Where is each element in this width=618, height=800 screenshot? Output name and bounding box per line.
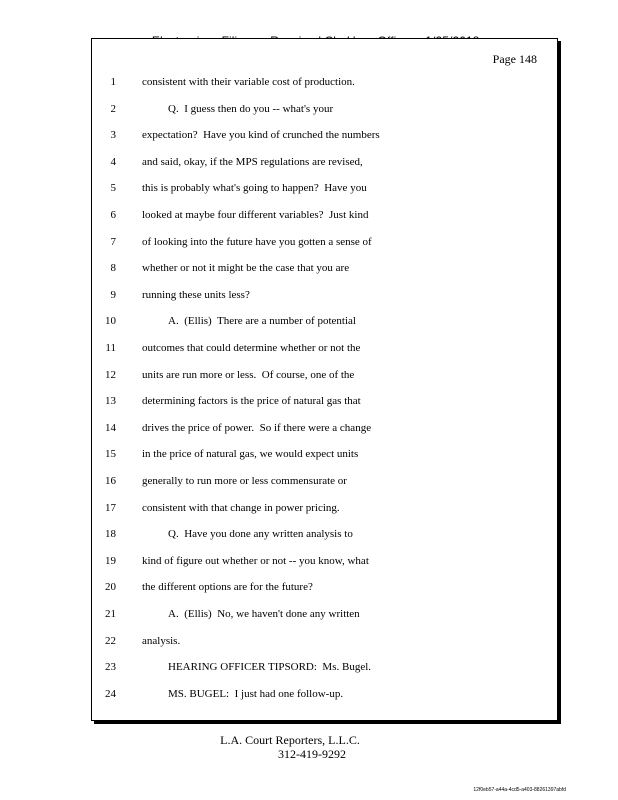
transcript-line (92, 419, 557, 437)
line-number: 3 (110, 129, 116, 142)
line-number: 12 (105, 368, 116, 381)
line-text: running these units less? (142, 288, 250, 301)
line-text: of looking into the future have you gotten a sense of (142, 235, 372, 248)
line-text: consistent with their variable cost of production. (142, 76, 355, 88)
line-number: 23 (105, 661, 116, 674)
transcript-line (92, 578, 557, 596)
transcript-line (92, 286, 557, 304)
transcript-line (92, 100, 557, 118)
line-text: looked at maybe four different variables? Just kind (142, 209, 369, 221)
line-text: Q. I guess then do you -- what's your (168, 102, 334, 115)
line-number: 15 (105, 448, 116, 461)
line-number: 2 (110, 102, 116, 115)
line-text: drives the price of power. So if there were a change (142, 421, 372, 434)
transcript-line (92, 153, 557, 171)
transcript-line (92, 73, 557, 91)
transcript-line (92, 366, 557, 384)
line-text: HEARING OFFICER TIPSORD: Ms. Bugel. (168, 661, 372, 674)
line-number: 16 (105, 475, 116, 487)
line-text: the different options are for the future? (142, 581, 313, 594)
line-text: whether or not it might be the case that you are (142, 262, 350, 275)
line-number: 22 (105, 634, 116, 647)
transcript-line (92, 233, 557, 251)
transcript-line (92, 339, 557, 357)
line-number: 19 (105, 554, 116, 567)
page-number: Page 148 (492, 52, 537, 66)
line-text: this is probably what's going to happen? Have you (142, 182, 367, 195)
transcript-line (92, 445, 557, 463)
line-number: 6 (110, 209, 116, 221)
transcript-line (92, 552, 557, 570)
line-number: 13 (105, 395, 116, 408)
line-number: 20 (105, 581, 116, 594)
transcript-line (92, 685, 557, 703)
line-number: 14 (105, 421, 116, 434)
line-text: MS. BUGEL: I just had one follow-up. (168, 687, 344, 700)
transcript-line (92, 658, 557, 676)
line-text: A. (Ellis) There are a number of potential (168, 315, 356, 328)
line-number: 10 (105, 315, 116, 328)
transcript-line (92, 499, 557, 517)
line-text: consistent with that change in power pricing. (142, 501, 340, 514)
transcript-line (92, 259, 557, 277)
line-text: in the price of natural gas, we would expect units (142, 448, 359, 461)
transcript-line (92, 126, 557, 144)
line-text: generally to run more or less commensurate or (142, 475, 347, 487)
line-number: 1 (110, 76, 116, 88)
reporter-company: L.A. Court Reporters, L.L.C. (220, 733, 360, 747)
line-text: Q. Have you done any written analysis to (168, 528, 353, 541)
line-number: 11 (105, 342, 116, 354)
line-text: units are run more or less. Of course, one of the (142, 368, 355, 381)
line-text: determining factors is the price of natural gas that (142, 395, 361, 408)
transcript-line (92, 525, 557, 543)
line-text: A. (Ellis) No, we haven't done any written (168, 608, 360, 620)
transcript-line (92, 605, 557, 623)
reporter-phone: 312-419-9292 (278, 747, 346, 761)
line-number: 4 (110, 155, 116, 168)
line-text: outcomes that could determine whether or not the (142, 342, 361, 354)
document-id: 12f0eb57-a44a-4cd5-a403-88261397abfd (473, 787, 566, 793)
line-number: 17 (105, 501, 116, 514)
line-number: 18 (105, 528, 116, 541)
transcript-line (92, 206, 557, 224)
line-number: 5 (110, 182, 116, 195)
line-number: 9 (110, 288, 116, 301)
line-text: and said, okay, if the MPS regulations are revised, (142, 155, 363, 168)
transcript-line (92, 472, 557, 490)
transcript-line (92, 392, 557, 410)
transcript-line (92, 312, 557, 330)
line-number: 7 (110, 235, 116, 248)
transcript-line (92, 179, 557, 197)
transcript-line (92, 632, 557, 650)
line-number: 8 (110, 262, 116, 275)
line-number: 24 (105, 687, 116, 700)
line-text: analysis. (142, 634, 181, 647)
line-text: kind of figure out whether or not -- you know, what (142, 554, 369, 567)
line-number: 21 (105, 608, 116, 620)
page-footer (0, 733, 580, 761)
transcript-page (91, 38, 558, 721)
line-text: expectation? Have you kind of crunched the numbers (142, 129, 380, 142)
